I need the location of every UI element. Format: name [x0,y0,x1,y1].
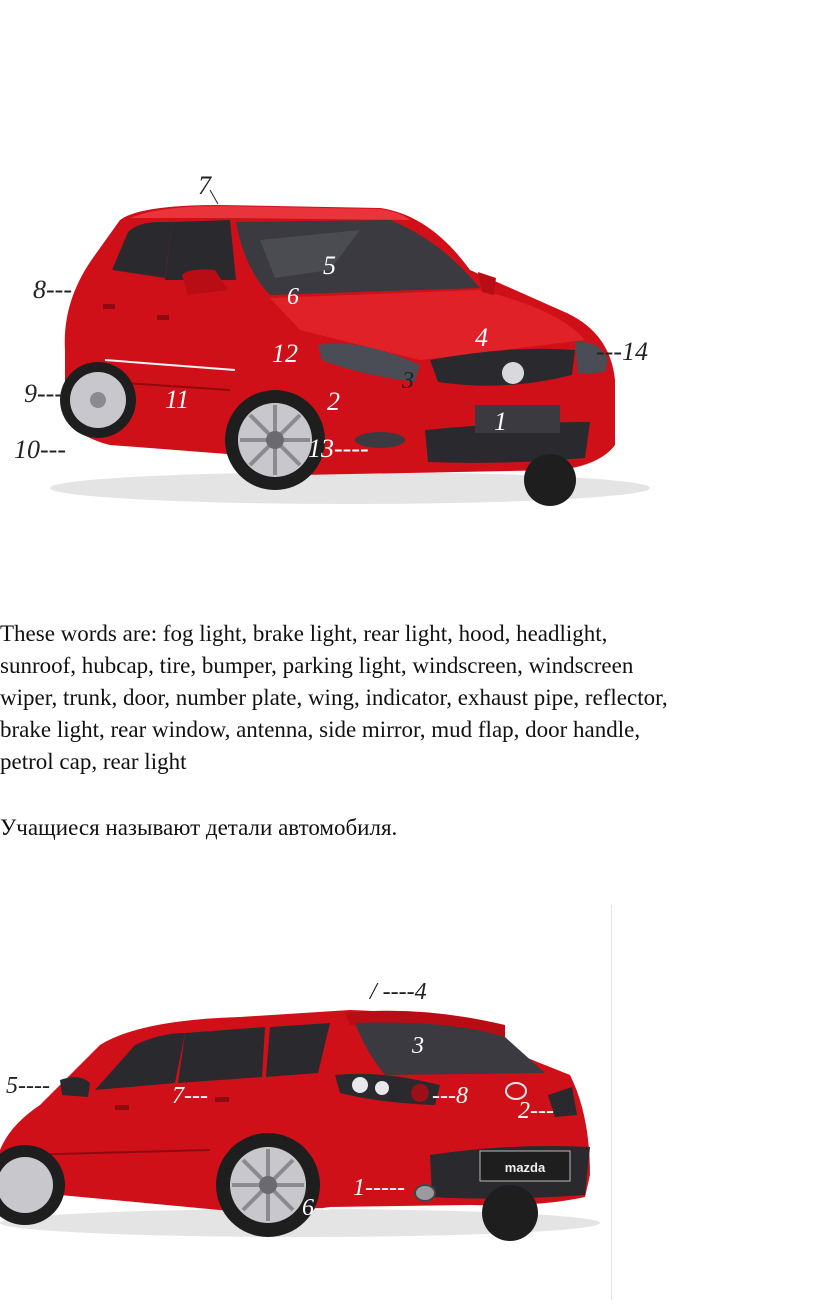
front-callout-2: 2 [327,387,340,416]
rear-callout-8: ---8 [432,1083,468,1109]
front-car-image [0,160,680,510]
rear-callout-3: 3 [412,1033,424,1059]
rear-callout-7: 7--- [172,1083,208,1109]
front-callout-12: 12 [272,339,298,368]
vocab-line: petrol cap, rear light [0,749,187,774]
front-callout-14: ---14 [596,337,648,366]
front-callout-8: 8--- [33,275,72,304]
front-callout-9: 9--- [24,379,63,408]
rear-callout-2: 2--- [518,1098,554,1124]
front-car-figure [0,160,680,510]
vocab-line: brake light, rear window, antenna, side mirror, mud flap, door handle, [0,717,641,742]
rear-car-figure [0,975,610,1245]
russian-paragraph: Учащиеся называют детали автомобиля. [0,815,398,840]
plate-text: mazda [504,1160,546,1175]
vocab-line: These words are: fog light, brake light, rear light, hood, headlight, [0,621,608,646]
rear-callout-6: 6-- [302,1195,330,1221]
front-callout-1: 1 [494,407,507,436]
vocabulary-paragraph [0,618,816,778]
front-callout-6: 6 [287,284,299,310]
front-callout-11: 11 [165,385,190,414]
front-callout-13: 13---- [308,434,369,463]
rear-callout-5: 5---- [6,1073,50,1099]
front-callout-3: 3 [402,368,414,394]
front-callout-10: 10--- [14,435,66,464]
front-callout-5: 5 [323,251,336,280]
image-border [611,905,612,1300]
rear-callout-1: 1----- [353,1175,405,1201]
rear-callout-4: / ----4 [370,979,427,1005]
front-callout-7: 7 [198,171,211,200]
vocab-line: sunroof, hubcap, tire, bumper, parking light, windscreen, windscreen [0,653,634,678]
rear-car-image [0,975,610,1245]
vocab-line: wiper, trunk, door, number plate, wing, indicator, exhaust pipe, reflector, [0,685,668,710]
front-callout-4: 4 [475,323,488,352]
